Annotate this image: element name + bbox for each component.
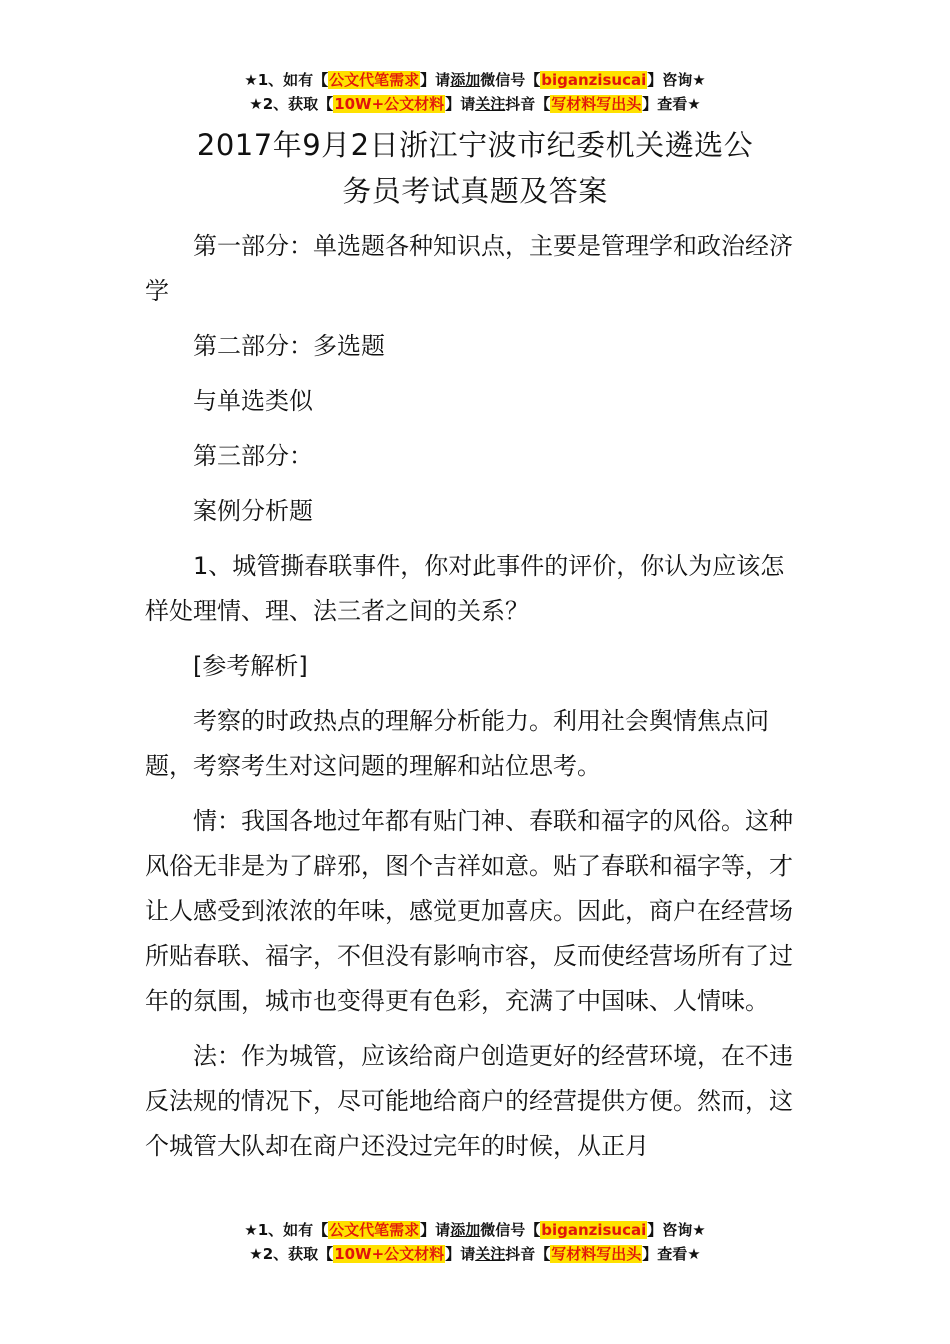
promo-text: ★2、获取【 <box>249 1245 334 1263</box>
promo-line-2 <box>0 92 950 116</box>
paragraph: 第三部分： <box>193 442 313 470</box>
promo-highlight: 公文代笔需求 <box>329 1221 420 1239</box>
promo-text: ★2、获取【 <box>249 95 334 113</box>
title-line-2: 务员考试真题及答案 <box>342 174 608 208</box>
promo-highlight: 公文代笔需求 <box>329 71 420 89</box>
promo-banner-bottom <box>0 1218 950 1266</box>
paragraph: 第一部分：单选题各种知识点，主要是管理学和政治经济学 <box>145 232 793 305</box>
promo-text: ★1、如有【 <box>244 1221 329 1239</box>
paragraph: 1、城管撕春联事件，你对此事件的评价，你认为应该怎样处理情、理、法三者之间的关系？ <box>145 552 785 625</box>
promo-text: 微信号【 <box>480 1221 541 1239</box>
promo-emphasis: 添加 <box>450 71 481 89</box>
promo-text: 】请 <box>420 71 451 89</box>
paragraph: 与单选类似 <box>193 387 313 415</box>
promo-line-1 <box>0 68 950 92</box>
promo-text: ★1、如有【 <box>244 71 329 89</box>
promo-text: 】请 <box>445 1245 476 1263</box>
promo-text: 】咨询★ <box>647 71 706 89</box>
promo-highlight: 10W+公文材料 <box>334 1245 445 1263</box>
promo-text: 】请 <box>445 95 476 113</box>
promo-emphasis: 添加 <box>450 1221 481 1239</box>
promo-text: 抖音【 <box>505 95 551 113</box>
promo-line-2 <box>0 1242 950 1266</box>
promo-text: 】请 <box>420 1221 451 1239</box>
paragraph: [参考解析] <box>193 652 308 680</box>
promo-highlight: biganzisucai <box>541 1221 647 1239</box>
promo-highlight: 写材料写出头 <box>551 95 642 113</box>
document-title <box>145 122 805 214</box>
paragraph: 案例分析题 <box>193 497 313 525</box>
paragraph: 情：我国各地过年都有贴门神、春联和福字的风俗。这种风俗无非是为了辟邪，图个吉祥如意。贴了春联和福字等，才让人感受到浓浓的年味，感觉更加喜庆。因此，商户在经营场所贴春联、福字，不但没有影响市容，反而使经营场所有了过年的氛围，城市也变得更有色彩，充满了中国味、人情味。 <box>145 807 793 1015</box>
promo-text: 】查看★ <box>642 1245 701 1263</box>
promo-banner-top <box>0 68 950 116</box>
paragraph: 法：作为城管，应该给商户创造更好的经营环境，在不违反法规的情况下，尽可能地给商户的经营提供方便。然而，这个城管大队却在商户还没过完年的时候，从正月 <box>145 1042 793 1160</box>
promo-emphasis: 关注 <box>475 1245 506 1263</box>
paragraph: 考察的时政热点的理解分析能力。利用社会舆情焦点问题，考察考生对这问题的理解和站位思考。 <box>145 707 769 780</box>
promo-emphasis: 关注 <box>475 95 506 113</box>
promo-text: 】查看★ <box>642 95 701 113</box>
promo-highlight: 写材料写出头 <box>551 1245 642 1263</box>
promo-text: 】咨询★ <box>647 1221 706 1239</box>
promo-highlight: biganzisucai <box>541 71 647 89</box>
promo-text: 微信号【 <box>480 71 541 89</box>
promo-line-1 <box>0 1218 950 1242</box>
paragraph: 第二部分：多选题 <box>193 332 385 360</box>
promo-highlight: 10W+公文材料 <box>334 95 445 113</box>
document-body <box>145 224 807 1169</box>
title-line-1: 2017年9月2日浙江宁波市纪委机关遴选公 <box>196 128 754 162</box>
promo-text: 抖音【 <box>505 1245 551 1263</box>
